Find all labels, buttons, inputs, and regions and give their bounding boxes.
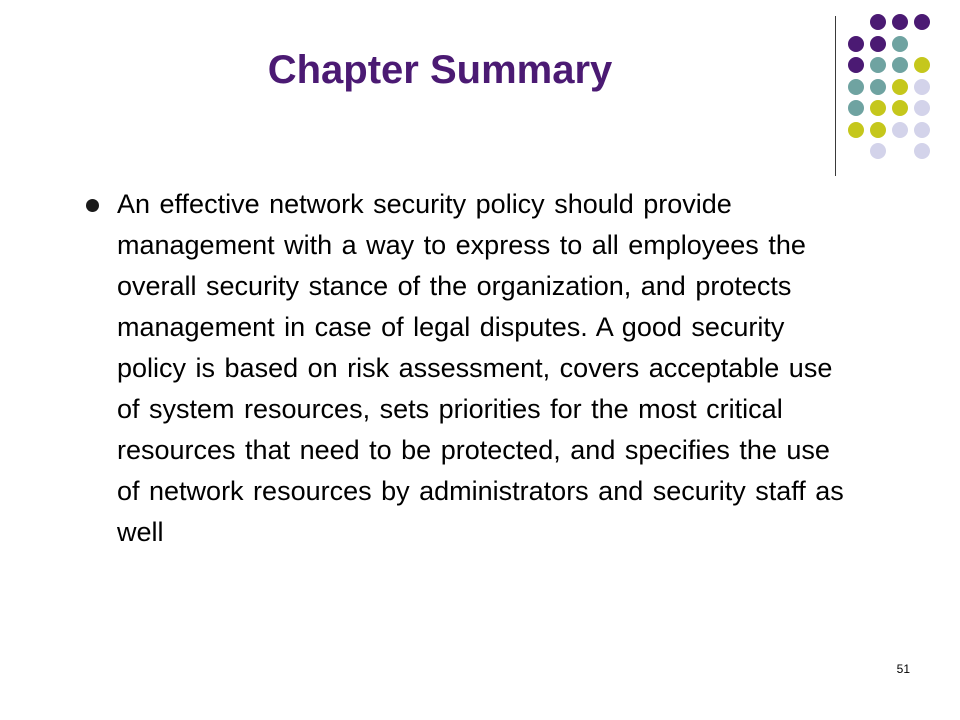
decorative-dot [914, 57, 930, 73]
decorative-dot [892, 36, 908, 52]
decorative-dot [870, 122, 886, 138]
decorative-dot [914, 143, 930, 159]
decorative-dot [870, 57, 886, 73]
bullet-text: An effective network security policy should provide management with a way to express to all employees the overall security stance of the organization, and protects management in case of legal disputes. A good security policy is based on risk assessment, covers acceptable use of system resources, sets priorities for the most critical resources that need to be protected, and specifies the use of network resources by administrators and security staff as well [117, 189, 844, 547]
slide-title: Chapter Summary [267, 48, 613, 92]
decorative-dot [914, 79, 930, 95]
decorative-dot [870, 143, 886, 159]
decorative-dot [848, 100, 864, 116]
vertical-divider [835, 16, 836, 176]
decorative-dot [892, 57, 908, 73]
decorative-dot [914, 100, 930, 116]
bullet-icon [86, 199, 99, 212]
decorative-dot [848, 36, 864, 52]
decorative-dot [914, 122, 930, 138]
decorative-dot [848, 57, 864, 73]
decorative-dot [892, 122, 908, 138]
decorative-dot [892, 100, 908, 116]
decorative-dot [848, 79, 864, 95]
bullet-list [86, 184, 846, 553]
bullet-item [86, 184, 846, 553]
decorative-dot [892, 14, 908, 30]
decorative-dot [914, 14, 930, 30]
decorative-dot [870, 100, 886, 116]
decorative-dot-grid [846, 8, 942, 158]
decorative-dot [870, 79, 886, 95]
decorative-dot [870, 36, 886, 52]
decorative-dot [870, 14, 886, 30]
page-number: 51 [896, 662, 910, 676]
decorative-dot [848, 122, 864, 138]
decorative-dot [892, 79, 908, 95]
